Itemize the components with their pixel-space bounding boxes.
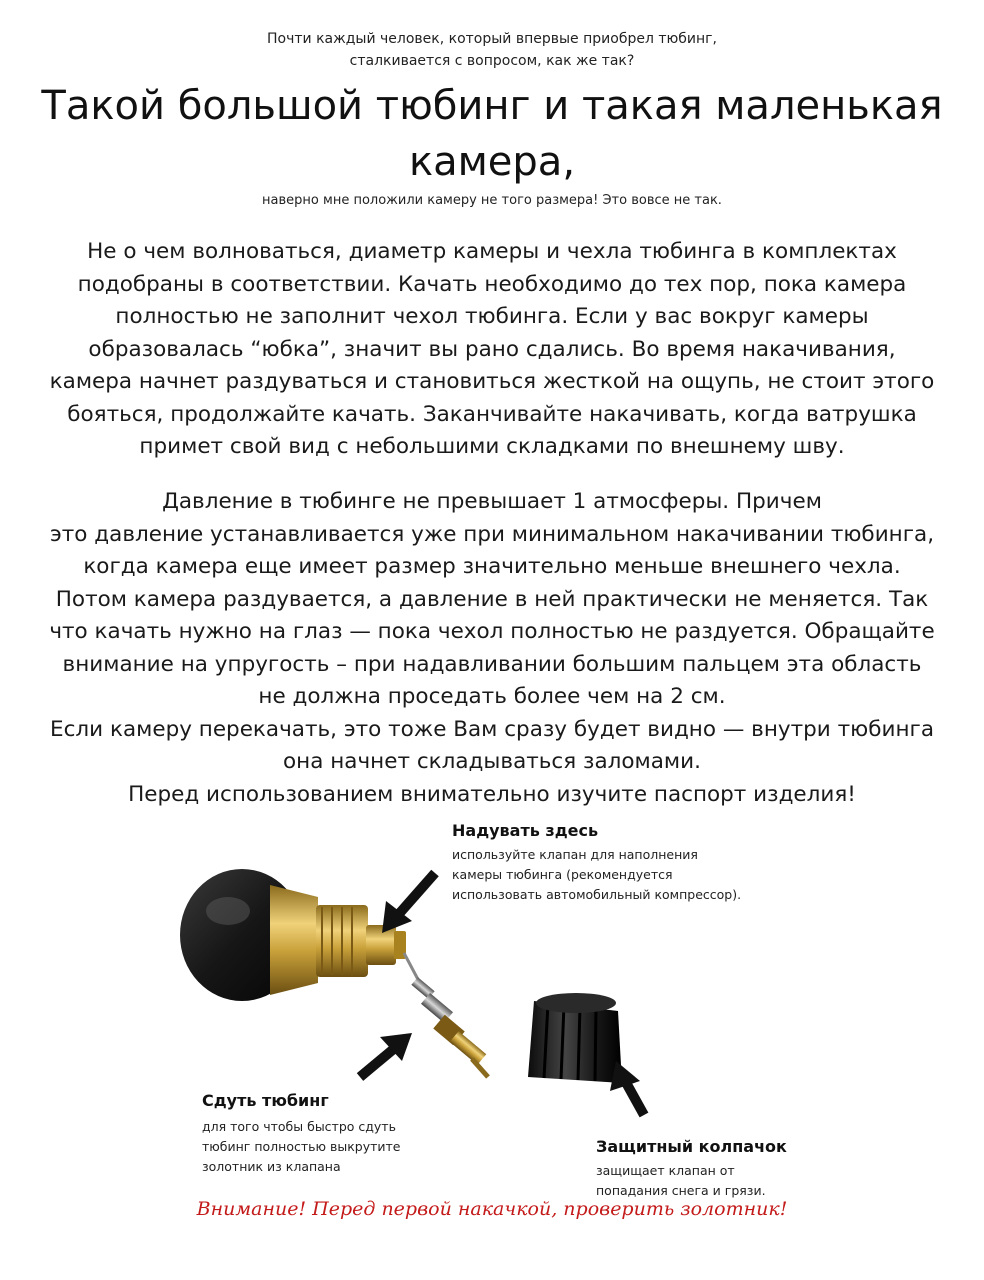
- valve-brass-body: [270, 885, 406, 995]
- warning-note: Внимание! Перед первой накачкой, проверить золотник!: [196, 1198, 788, 1220]
- inflate-description: [452, 845, 741, 905]
- deflate-line: тюбинг полностью выкрутите: [202, 1139, 401, 1154]
- page-title: [0, 78, 984, 190]
- cap-line: попадания снега и грязи.: [596, 1183, 766, 1198]
- paragraph-line: Перед использованием внимательно изучите паспорт изделия!: [128, 781, 856, 807]
- paragraph-line: Не о чем волноваться, диаметр камеры и чехла тюбинга в комплектах: [87, 239, 897, 264]
- paragraph-line: бояться, продолжайте качать. Заканчивайте накачивать, когда ватрушка: [67, 401, 917, 427]
- paragraph-line: она начнет складываться заломами.: [283, 749, 701, 774]
- paragraph-line: полностью не заполнит чехол тюбинга. Если у вас вокруг камеры: [115, 304, 869, 329]
- cap-line: защищает клапан от: [596, 1163, 735, 1178]
- inflate-line: камеры тюбинга (рекомендуется: [452, 867, 673, 882]
- paragraph-line: это давление устанавливается уже при минимальном накачивании тюбинга,: [49, 521, 935, 547]
- cap-description: [596, 1161, 766, 1201]
- paragraph-line: образовалась “юбка”, значит вы рано сдались. Во время накачивания,: [88, 336, 896, 362]
- title-line: Такой большой тюбинг и такая маленькая: [41, 83, 943, 129]
- paragraph-pressure: [0, 486, 984, 811]
- cap-heading: Защитный колпачок: [596, 1137, 787, 1156]
- subtitle: наверно мне положили камеру не того размера! Это вовсе не так.: [262, 193, 722, 208]
- title-line: камера,: [408, 139, 576, 185]
- inflate-line: использовать автомобильный компрессор).: [452, 887, 742, 902]
- paragraph-line: подобраны в соответствии. Качать необходимо до тех пор, пока камера: [77, 271, 907, 297]
- arrow-deflate: [360, 1033, 412, 1077]
- paragraph-line: когда камера еще имеет размер значительно меньше внешнего чехла.: [83, 554, 901, 579]
- intro-line: Почти каждый человек, который впервые приобрел тюбинг,: [267, 31, 717, 47]
- arrow-cap: [610, 1061, 644, 1115]
- deflate-line: золотник из клапана: [202, 1159, 341, 1174]
- intro-text: [0, 28, 984, 72]
- paragraph-line: Давление в тюбинге не превышает 1 атмосферы. Причем: [162, 489, 822, 514]
- deflate-description: [202, 1117, 401, 1177]
- paragraph-inflation: [0, 236, 984, 464]
- paragraph-line: Если камеру перекачать, это тоже Вам сразу будет видно — внутри тюбинга: [50, 716, 934, 742]
- paragraph-line: камера начнет раздуваться и становиться жесткой на ощупь, не стоит этого: [49, 369, 935, 394]
- paragraph-line: внимание на упругость – при надавливании большим пальцем эта область: [62, 651, 922, 677]
- valve-cap: [528, 993, 622, 1083]
- valve-core: [404, 953, 488, 1077]
- paragraph-line: Потом камера раздувается, а давление в ней практически не меняется. Так: [55, 586, 929, 612]
- deflate-heading: Сдуть тюбинг: [202, 1091, 329, 1110]
- arrow-inflate: [382, 873, 435, 933]
- paragraph-line: не должна проседать более чем на 2 см.: [258, 684, 726, 709]
- paragraph-line: что качать нужно на глаз — пока чехол полностью не раздуется. Обращайте: [49, 619, 935, 644]
- inflate-line: используйте клапан для наполнения: [452, 847, 698, 862]
- intro-line: сталкивается с вопросом, как же так?: [349, 53, 635, 69]
- deflate-line: для того чтобы быстро сдуть: [202, 1119, 396, 1134]
- inflate-heading: Надувать здесь: [452, 821, 599, 840]
- paragraph-line: примет свой вид с небольшими складками по внешнему шву.: [139, 434, 845, 459]
- valve-diagram: [150, 815, 850, 1235]
